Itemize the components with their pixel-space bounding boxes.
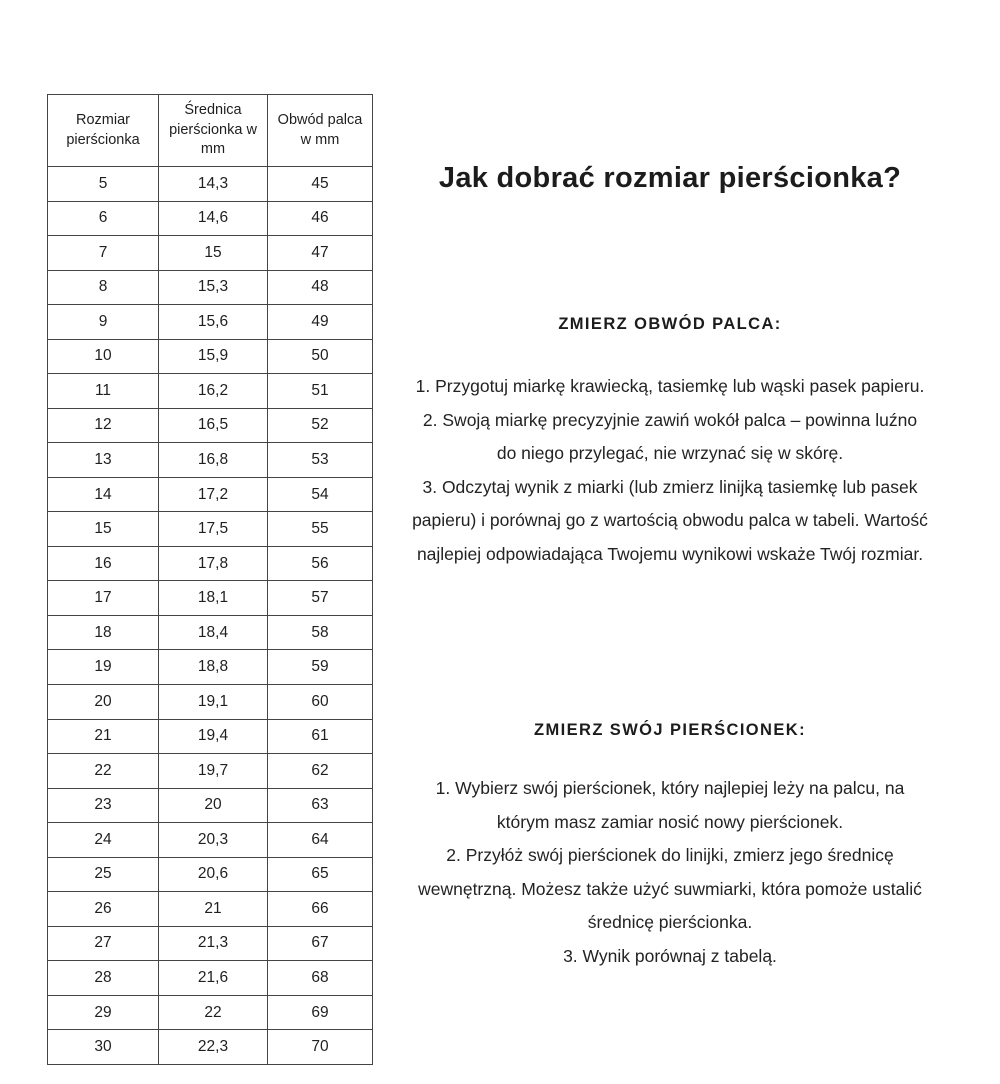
ring-size-cell: 30 [48,1030,159,1065]
finger-circumference-steps [412,370,928,571]
ring-diameter-cell: 15 [159,236,268,271]
table-row [48,788,373,823]
table-row [48,892,373,927]
table-row [48,719,373,754]
ring-size-cell: 7 [48,236,159,271]
ring-diameter-cell: 20,6 [159,857,268,892]
ring-size-cell: 15 [48,512,159,547]
finger-circumference-cell: 63 [268,788,373,823]
section-heading-measure-your-ring: ZMIERZ SWÓJ PIERŚCIONEK: [534,721,806,739]
finger-circumference-cell: 68 [268,961,373,996]
finger-circumference-cell: 50 [268,339,373,374]
ring-diameter-cell: 18,8 [159,650,268,685]
ring-size-cell: 29 [48,995,159,1030]
finger-circumference-cell: 45 [268,167,373,202]
step-item: 3. Wynik porównaj z tabelą. [563,945,777,966]
ring-diameter-cell: 15,9 [159,339,268,374]
step-item: 3. Odczytaj wynik z miarki (lub zmierz linijką tasiemkę lub pasek papieru) i porównaj go z wartością obwodu palca w tabeli. Wartość najlepiej odpowiadająca Twojemu wynikowi wskaże Twój rozmiar. [412,476,928,564]
ring-size-cell: 24 [48,823,159,858]
ring-size-cell: 14 [48,477,159,512]
ring-diameter-cell: 17,8 [159,546,268,581]
ring-size-cell: 11 [48,374,159,409]
finger-circumference-cell: 59 [268,650,373,685]
table-row [48,823,373,858]
table-row [48,201,373,236]
finger-circumference-cell: 55 [268,512,373,547]
step-item: 1. Wybierz swój pierścionek, który najlepiej leży na palcu, na którym masz zamiar nosić nowy pierścionek. [435,778,905,832]
step-item: 1. Przygotuj miarkę krawiecką, tasiemkę lub wąski pasek papieru. [415,376,925,396]
finger-circumference-cell: 61 [268,719,373,754]
ring-diameter-cell: 21,3 [159,926,268,961]
table-row [48,581,373,616]
size-table-body [48,167,373,1065]
ring-diameter-cell: 22 [159,995,268,1030]
table-row [48,615,373,650]
table-row [48,546,373,581]
table-row [48,995,373,1030]
size-table-header [48,95,373,167]
finger-circumference-cell: 54 [268,477,373,512]
col-header-finger-circumference: Obwód palca w mm [268,95,373,167]
finger-circumference-cell: 65 [268,857,373,892]
table-row [48,684,373,719]
ring-diameter-cell: 19,7 [159,754,268,789]
ring-size-cell: 16 [48,546,159,581]
step-item: 2. Swoją miarkę precyzyjnie zawiń wokół palca – powinna luźno do niego przylegać, nie wrzynać się w skórę. [422,409,918,463]
ring-size-cell: 10 [48,339,159,374]
ring-diameter-cell: 21,6 [159,961,268,996]
ring-size-cell: 19 [48,650,159,685]
ring-size-cell: 18 [48,615,159,650]
finger-circumference-cell: 48 [268,270,373,305]
ring-size-cell: 9 [48,305,159,340]
table-row [48,857,373,892]
table-row [48,167,373,202]
ring-diameter-cell: 19,1 [159,684,268,719]
table-row [48,650,373,685]
finger-circumference-cell: 67 [268,926,373,961]
ring-diameter-cell: 16,2 [159,374,268,409]
ring-diameter-cell: 21 [159,892,268,927]
table-row [48,926,373,961]
finger-circumference-cell: 51 [268,374,373,409]
ring-diameter-cell: 16,8 [159,443,268,478]
finger-circumference-cell: 49 [268,305,373,340]
finger-circumference-cell: 64 [268,823,373,858]
measure-ring-steps [412,772,928,973]
finger-circumference-cell: 58 [268,615,373,650]
table-row [48,339,373,374]
finger-circumference-cell: 53 [268,443,373,478]
ring-size-cell: 6 [48,201,159,236]
ring-size-cell: 22 [48,754,159,789]
finger-circumference-cell: 62 [268,754,373,789]
ring-diameter-cell: 18,1 [159,581,268,616]
ring-size-cell: 27 [48,926,159,961]
finger-circumference-cell: 69 [268,995,373,1030]
ring-size-cell: 21 [48,719,159,754]
finger-circumference-cell: 47 [268,236,373,271]
section-heading-measure-finger-circumference: ZMIERZ OBWÓD PALCA: [558,315,782,333]
col-header-ring-diameter: Średnica pierścionka w mm [159,95,268,167]
table-row [48,374,373,409]
finger-circumference-cell: 70 [268,1030,373,1065]
step-item: 2. Przyłóż swój pierścionek do linijki, zmierz jego średnicę wewnętrzną. Możesz także użyć suwmiarki, która pomoże ustalić średnicę pierścionka. [418,845,922,932]
table-row [48,443,373,478]
table-row [48,754,373,789]
col-header-ring-size: Rozmiar pierścionka [48,95,159,167]
ring-size-cell: 23 [48,788,159,823]
ring-size-cell: 26 [48,892,159,927]
table-row [48,408,373,443]
ring-diameter-cell: 17,2 [159,477,268,512]
ring-size-cell: 8 [48,270,159,305]
finger-circumference-cell: 56 [268,546,373,581]
ring-diameter-cell: 16,5 [159,408,268,443]
ring-diameter-cell: 15,3 [159,270,268,305]
ring-size-table [47,94,373,1065]
page-title: Jak dobrać rozmiar pierścionka? [438,162,902,194]
ring-size-cell: 13 [48,443,159,478]
table-row [48,1030,373,1065]
finger-circumference-cell: 52 [268,408,373,443]
ring-size-cell: 17 [48,581,159,616]
finger-circumference-cell: 60 [268,684,373,719]
finger-circumference-cell: 66 [268,892,373,927]
ring-diameter-cell: 15,6 [159,305,268,340]
ring-diameter-cell: 17,5 [159,512,268,547]
ring-diameter-cell: 14,6 [159,201,268,236]
ring-diameter-cell: 18,4 [159,615,268,650]
ring-size-cell: 28 [48,961,159,996]
ring-size-cell: 5 [48,167,159,202]
header-row [48,95,373,167]
finger-circumference-cell: 46 [268,201,373,236]
table-row [48,961,373,996]
table-row [48,305,373,340]
finger-circumference-cell: 57 [268,581,373,616]
ring-diameter-cell: 19,4 [159,719,268,754]
ring-size-cell: 25 [48,857,159,892]
table-row [48,512,373,547]
table-row [48,236,373,271]
table-row [48,270,373,305]
ring-size-cell: 20 [48,684,159,719]
ring-size-cell: 12 [48,408,159,443]
ring-diameter-cell: 20 [159,788,268,823]
ring-diameter-cell: 14,3 [159,167,268,202]
ring-diameter-cell: 20,3 [159,823,268,858]
table-row [48,477,373,512]
ring-diameter-cell: 22,3 [159,1030,268,1065]
